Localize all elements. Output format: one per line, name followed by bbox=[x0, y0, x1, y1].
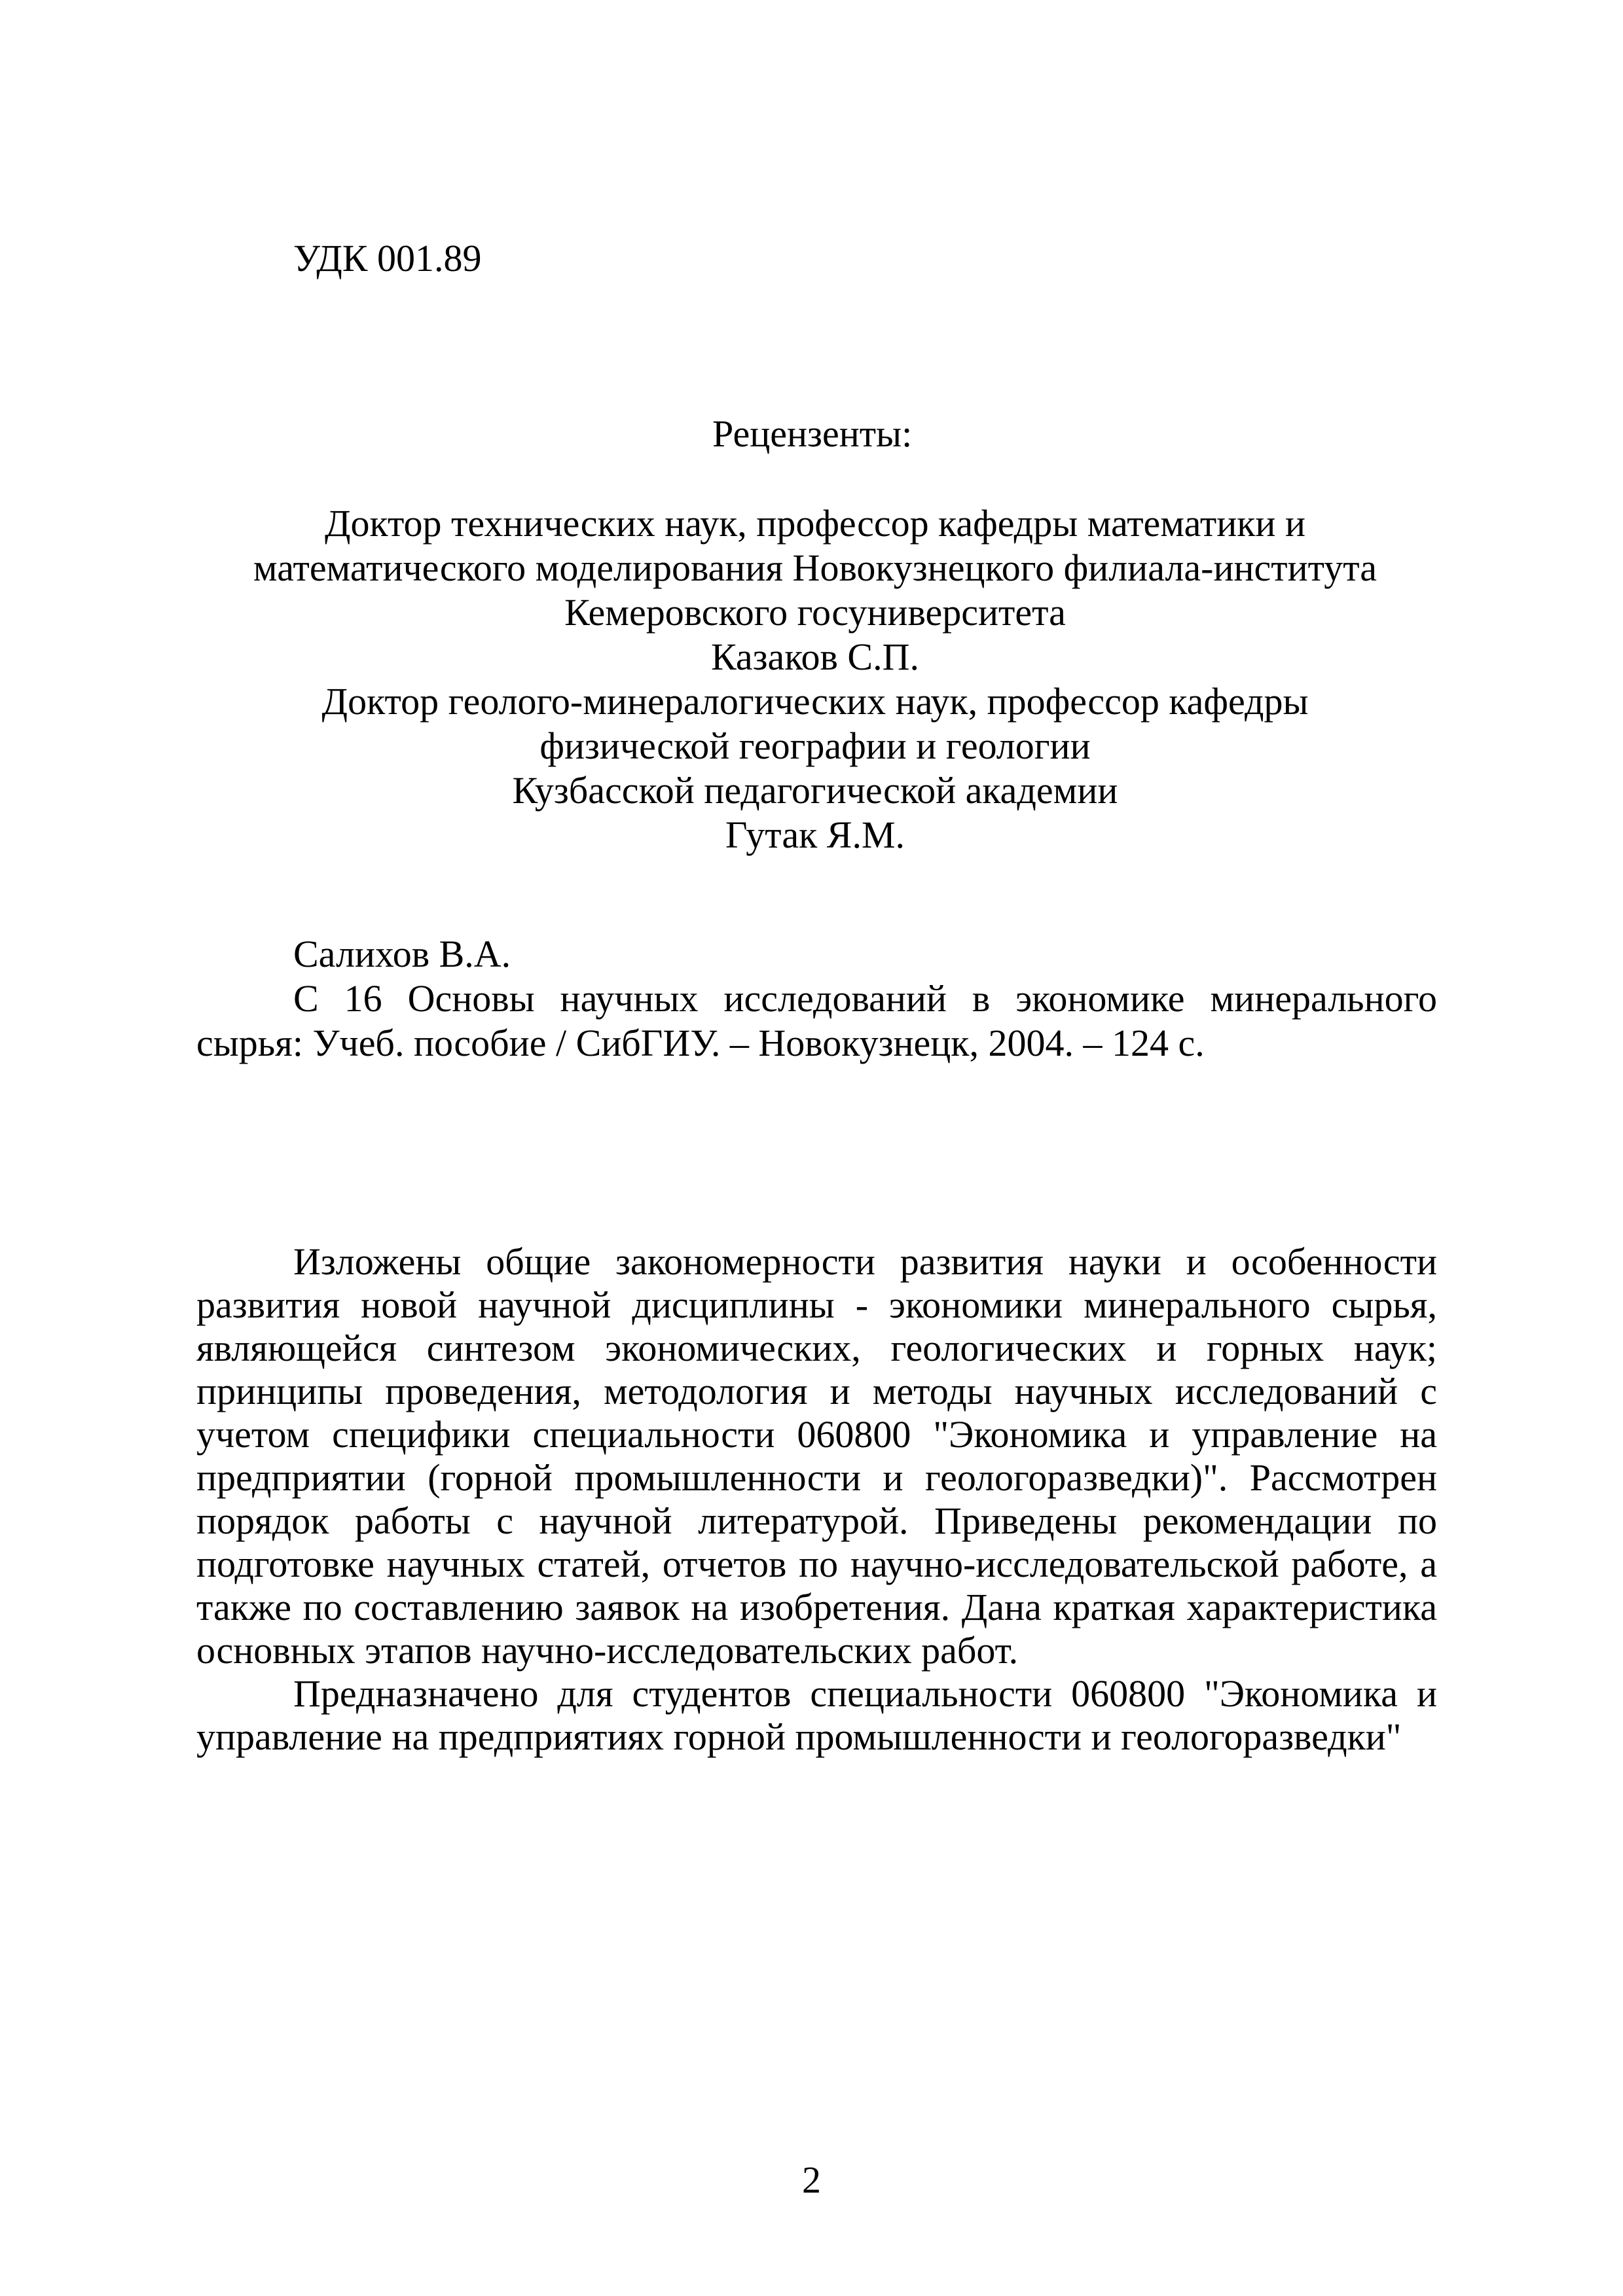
reviewer-name: Гутак Я.М. bbox=[725, 814, 905, 856]
reviewer-line: математического моделирования Новокузнецкого филиала-института bbox=[253, 547, 1377, 589]
reviewer-name: Казаков С.П. bbox=[710, 636, 919, 678]
reviewer-line: Доктор геолого-минералогических наук, профессор кафедры bbox=[321, 680, 1309, 723]
reviewer-line: Кемеровского госуниверситета bbox=[564, 591, 1066, 634]
abstract-paragraph: Предназначено для студентов специальности 060800 "Экономика и управление на предприятиях горной промышленности и геологоразведки" bbox=[196, 1672, 1437, 1758]
reviewers-block bbox=[151, 501, 1480, 857]
bibliographic-entry: С 16 Основы научных исследований в экономике минерального сырья: Учеб. пособие / СибГИУ. – Новокузнецк, 2004. – 124 с. bbox=[196, 977, 1437, 1064]
author-name: Салихов В.А. bbox=[293, 933, 511, 975]
reviewer-line: Доктор технических наук, профессор кафедры математики и bbox=[324, 502, 1305, 545]
page-number: 2 bbox=[802, 2159, 821, 2201]
bibliographic-record bbox=[196, 932, 1437, 1066]
reviewer-line: физической географии и геологии bbox=[539, 725, 1091, 767]
abstract bbox=[196, 1240, 1437, 1759]
abstract-paragraph: Изложены общие закономерности развития науки и особенности развития новой научной дисциплины - экономики минерального сырья, являющейся синтезом экономических, геологических и горных наук; принципы проведения, методология и методы научных исследований с учетом специфики специальности 060800 "Экономика и управление на предприятии (горной промышленности и геологоразведки)". Рассмотрен порядок работы с научной литературой. Приведены рекомендации по подготовке научных статей, отчетов по научно-исследовательской работе, а также по составлению заявок на изобретения. Дана краткая характеристика основных этапов научно-исследовательских работ. bbox=[196, 1240, 1437, 1672]
reviewers-heading: Рецензенты: bbox=[712, 412, 913, 455]
reviewer-line: Кузбасской педагогической академии bbox=[512, 769, 1118, 812]
udc-code: УДК 001.89 bbox=[293, 237, 482, 279]
